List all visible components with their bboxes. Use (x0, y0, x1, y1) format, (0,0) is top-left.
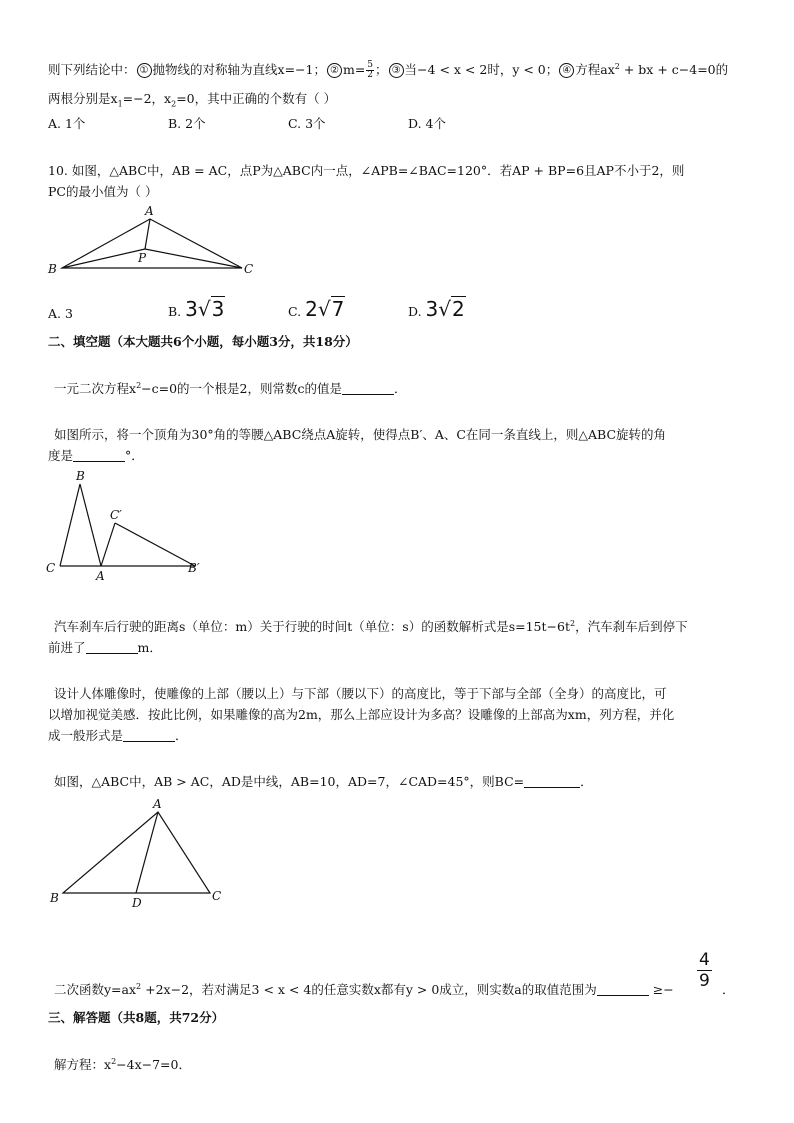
median-ad (136, 812, 158, 893)
answer-blank[interactable] (86, 641, 138, 654)
segment-pc (145, 249, 242, 268)
answer-blank[interactable] (123, 729, 175, 742)
radical-icon: √ (197, 297, 211, 321)
triangle-abc (63, 812, 210, 893)
q9-line2: 两根分别是$x_1=-2$，$x_2=0$，其中正确的个数有（ ） (48, 91, 337, 109)
answer-blank[interactable] (597, 983, 649, 996)
fill-q2-line1: 如图所示，将一个顶角为30°角的等腰△ABC绕点A旋转，使得点B′、A、C在同一条直线上，则△ABC旋转的角 (54, 427, 667, 442)
fraction-5-2: $\frac{5}{2}$ (367, 60, 374, 80)
q9-line1: 则下列结论中： ① 抛物线的对称轴为直线x=−1； ② m= $\frac{5}{2}$ ； ③ 当−4 < x < 2时，y < 0； ④ 方程$ax^2$ + bx + c−4=0的 (48, 60, 729, 80)
fill-q4-line3: 成一般形式是 ． (48, 728, 188, 743)
label-c: C (244, 262, 254, 276)
label-p: P (138, 251, 147, 265)
q9-option-b: B. 2个 (168, 116, 206, 131)
radical-icon: √ (317, 297, 331, 321)
fill-q4-line2: 以增加视觉美感．按此比例，如果雕像的高为2m，那么上部应设计为多高？设雕像的上部高为xm，列方程，并化 (48, 707, 675, 722)
segment-bp (62, 249, 145, 268)
label-a: A (153, 797, 162, 811)
fill-q2-line2: 度是 °． (48, 448, 144, 463)
section2-heading: 二、填空题（本大题共6个小题，每小题3分，共18分） (48, 334, 358, 349)
segment-ba (80, 484, 101, 566)
fill-q1: 一元二次方程$x^2-c=0$的一个根是2，则常数c的值是 ． (54, 380, 407, 396)
segment-cpbp (115, 523, 195, 566)
solve-q1: 解方程：$x^2-4x-7=0$． (54, 1056, 191, 1072)
label-b: B (50, 891, 59, 905)
q10-option-a: A. 3 (48, 306, 73, 321)
label-c-prime: C′ (110, 508, 122, 522)
circled-1: ① (137, 63, 152, 78)
label-c: C (212, 889, 222, 903)
answer-blank[interactable] (342, 382, 394, 395)
radical-icon: √ (438, 297, 452, 321)
triangle-abc (62, 219, 242, 268)
answer-blank[interactable] (73, 449, 125, 462)
label-d: D (132, 896, 142, 910)
q9-option-c: C. 3个 (288, 116, 326, 131)
segment-cb (60, 484, 80, 566)
fill-q3-line2: 前进了 m． (48, 640, 162, 655)
label-c: C (46, 561, 56, 575)
fraction-4-9: 4 9 (699, 950, 710, 991)
label-a: A (96, 569, 105, 583)
q10-option-d: D. 3√2 (408, 297, 465, 321)
fill-q4-line1: 设计人体雕像时，使雕像的上部（腰以上）与下部（腰以下）的高度比，等于下部与全部（全身）的高度比，可 (54, 686, 667, 701)
label-b-prime: B′ (188, 561, 200, 575)
fill-q6: 二次函数$y=ax^2 +2x-2$，若对满足3 < x < 4的任意实数x都有y > 0成立，则实数a的取值范围为 ≥− (54, 981, 674, 997)
q9-option-a: A. 1个 (48, 116, 86, 131)
segment-acp (101, 523, 115, 566)
q10-line1: 10. 如图，△ABC中，AB = AC，点P为△ABC内一点，∠APB=∠BAC=120°．若AP + BP=6且AP不小于2，则 (48, 163, 685, 178)
fill-q3-line1: 汽车刹车后行驶的距离s（单位：m）关于行驶的时间t（单位：s）的函数解析式是$s=15t-6t^2$，汽车刹车后到停下 (54, 618, 688, 634)
segment-ap (145, 219, 150, 249)
label-b: B (48, 262, 57, 276)
circled-4: ④ (559, 63, 574, 78)
q9-option-d: D. 4个 (408, 116, 446, 131)
label-a: A (145, 204, 154, 218)
circled-3: ③ (389, 63, 404, 78)
answer-blank[interactable] (524, 775, 580, 788)
circled-2: ② (327, 63, 342, 78)
q10-option-b: B. 3√3 (168, 297, 225, 321)
q10-line2: PC的最小值为（ ） (48, 184, 158, 199)
fill-q5: 如图，△ABC中，AB > AC，AD是中线，AB=10，AD=7，∠CAD=45°，则BC= ． (54, 774, 593, 789)
section3-heading: 三、解答题（共8题，共72分） (48, 1010, 225, 1025)
label-b: B (76, 469, 85, 483)
q10-option-c: C. 2√7 (288, 297, 345, 321)
fill-q6-end: ． (722, 982, 735, 997)
